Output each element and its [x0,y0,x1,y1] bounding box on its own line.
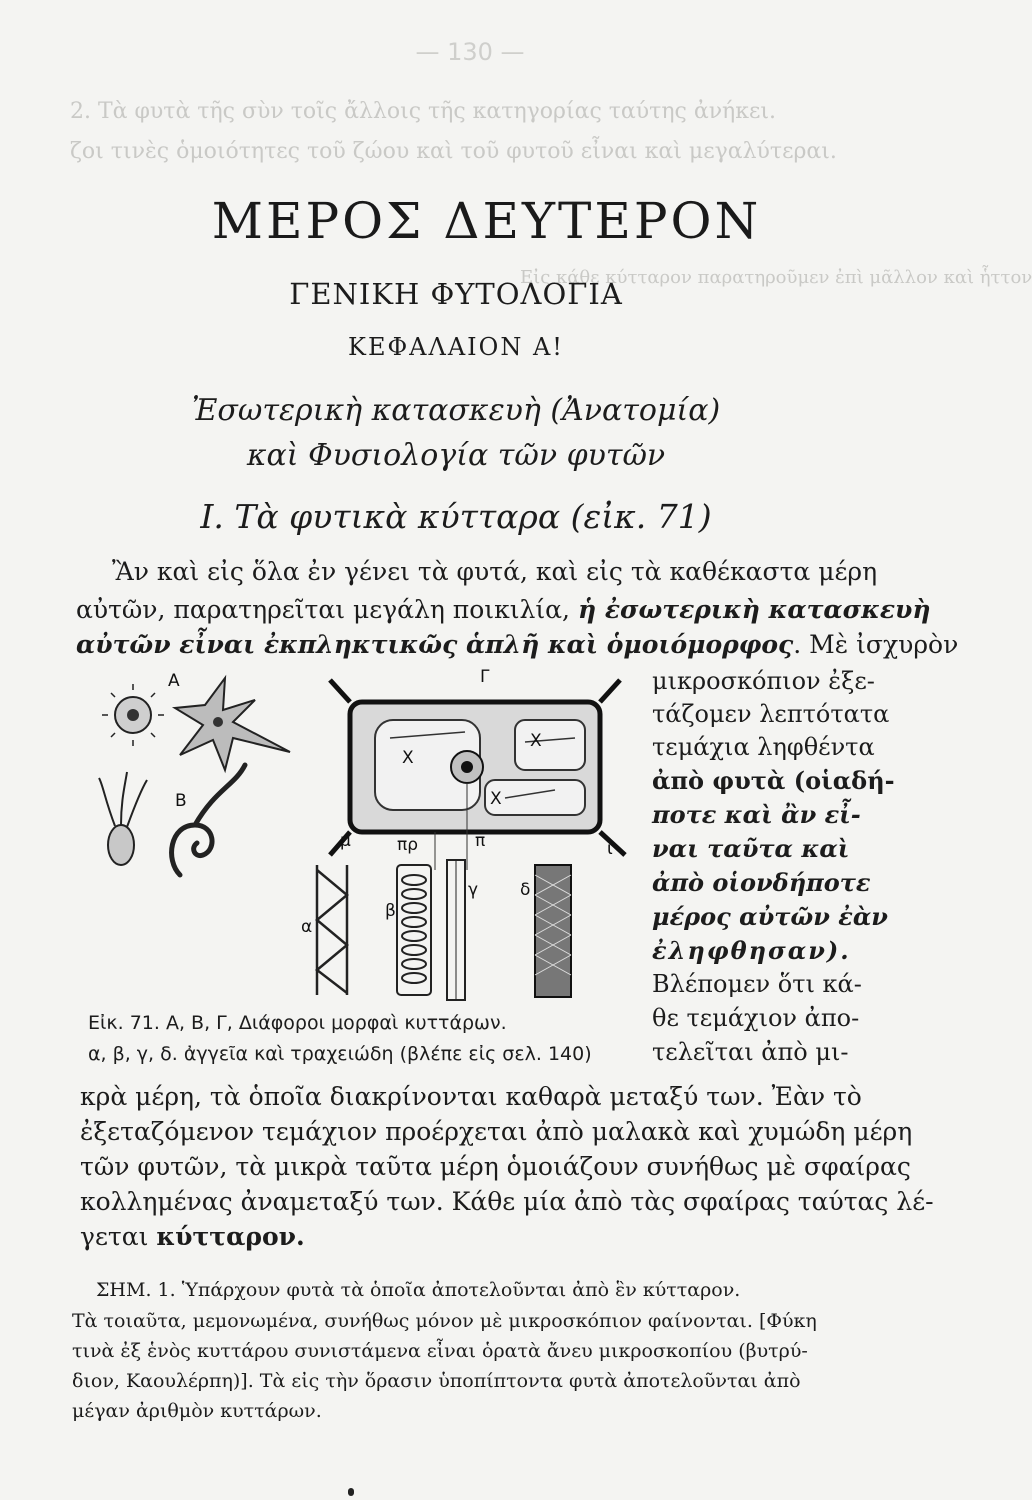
note-line-4: διον, Καουλέρπη)]. Τὰ εἰς τὴν ὅρασιν ὑποπίπτοντα φυτὰ ἀποτελοῦνται ἀπὸ [72,1370,801,1392]
paragraph-line-3-text: . Μὲ ἰσχυρὸν [793,630,959,659]
figure-label-G: Γ [480,667,490,687]
figure-71-cells [85,660,645,1020]
page-number: — 130 — [415,38,525,66]
side-line-5: ποτε καὶ ἂν εἶ- [652,800,861,829]
cell-star-shaped [175,678,290,770]
figure-label-B: Β [175,791,187,811]
section-title-line-1: Ἐσωτερικὴ κατασκευὴ (Ἀνατομία) [191,393,721,428]
figure-label-X3: Χ [490,789,502,809]
figure-label-X2: Χ [530,731,542,751]
side-line-12: τελεῖται ἀπὸ μι- [652,1038,849,1066]
figure-label-pr: πρ [397,835,419,855]
paragraph-emphasis-2: αὐτῶν εἶναι ἐκπληκτικῶς ἁπλῆ καὶ ὁμοιόμορφος [76,630,794,659]
section-title-line-2: καὶ Φυσιολογία τῶν φυτῶν [246,438,666,473]
figure-label-A: Α [168,671,180,691]
cell-worm-shaped [172,765,245,875]
paragraph-line-3 [76,630,958,659]
side-line-11: θε τεμάχιον ἀπο- [652,1004,860,1032]
paragraph-emphasis-1: ἡ ἐσωτερικὴ κατασκευὴ [577,595,931,624]
vessel-beta [397,865,431,995]
figure-label-beta: β [385,901,396,921]
side-line-8: μέρος αὐτῶν ἐὰν [652,902,888,931]
bleed-through-line-1: 2. Τὰ φυτὰ τῆς σὺν τοῖς ἄλλοις τῆς κατηγορίας ταύτης ἀνήκει. [70,99,777,124]
paragraph-line-2-text: αὐτῶν, παρατηρεῖται μεγάλη ποικιλία, [76,595,578,624]
paragraph-cont-line-4: κολλημένας ἀναμεταξύ των. Κάθε μία ἀπὸ τὰς σφαίρας ταύτας λέ- [80,1187,934,1216]
bleed-through-line-2: ζοι τινὲς ὁμοιότητες τοῦ ζώου καὶ τοῦ φυτοῦ εἶναι καὶ μεγαλύτεραι. [70,139,837,164]
side-line-10: Βλέπομεν ὅτι κά- [652,970,862,998]
vessel-gamma [447,860,465,1000]
side-line-7: ἀπὸ οἱονδήποτε [652,868,871,897]
paragraph-last-line-text: γεται [80,1222,157,1251]
bleed-through-line-3: Εἰς κάθε κύτταρον παρατηροῦμεν ἐπὶ μᾶλλον καὶ ἧττον [520,267,1032,288]
vessel-delta [535,865,571,997]
figure-label-X1: Χ [402,748,414,768]
term-kyttaron: κύτταρον. [156,1222,305,1251]
figure-label-gamma: γ [468,880,479,900]
side-line-6: ναι ταῦτα καὶ [652,834,850,863]
side-line-4: ἀπὸ φυτὰ (οἱαδή- [652,766,895,795]
paragraph-cont-line-2: ἐξεταζόμενον τεμάχιον προέρχεται ἀπὸ μαλακὰ καὶ χυμώδη μέρη [80,1117,913,1146]
figure-caption-line-1: Εἰκ. 71. Α, Β, Γ, Διάφοροι μορφαὶ κυττάρων. [88,1012,507,1034]
figure-label-iota: ι [607,839,613,859]
paragraph-line-2 [76,595,931,624]
paragraph-cont-line-3: τῶν φυτῶν, τὰ μικρὰ ταῦτα μέρη ὁμοιάζουν συνήθως μὲ σφαίρας [80,1152,911,1181]
section-heading: Ι. Τὰ φυτικὰ κύτταρα (εἰκ. 71) [200,497,712,536]
cell-round-spiky [102,684,164,746]
side-line-2: τάζομεν λεπτότατα [652,700,890,728]
figure-caption-line-2: α, β, γ, δ. ἀγγεῖα καὶ τραχειώδη (βλέπε εἰς σελ. 140) [88,1043,592,1065]
paragraph-last-line [80,1222,305,1251]
paragraph-cont-line-1: κρὰ μέρη, τὰ ὁποῖα διακρίνονται καθαρὰ μεταξύ των. Ἐὰν τὸ [80,1082,862,1111]
chapter-title: ΚΕΦΑΛΑΙΟΝ Α! [348,333,564,361]
vessel-alpha [317,865,347,995]
figure-label-pi: π [475,831,486,851]
figure-label-mu: μ [340,831,351,851]
cell-flagellate [99,772,147,865]
side-line-9: ἐληφθησαν). [652,936,851,965]
note-line-3: τινὰ ἐξ ἑνὸς κυττάρου συνιστάμενα εἶναι ὁρατὰ ἄνευ μικροσκοπίου (βυτρύ- [72,1340,808,1362]
subject-title: ΓΕΝΙΚΗ ΦΥΤΟΛΟΓΙΑ [289,277,623,311]
note-line-5: μέγαν ἀριθμὸν κυττάρων. [72,1400,322,1422]
figure-label-delta: δ [520,880,531,900]
paragraph-line-1: Ἂν καὶ εἰς ὅλα ἐν γένει τὰ φυτά, καὶ εἰς τὰ καθέκαστα μέρη [112,557,878,586]
side-line-1: μικροσκόπιον ἐξε- [652,667,875,695]
note-line-1: ΣΗΜ. 1. Ὑπάρχουν φυτὰ τὰ ὁποῖα ἀποτελοῦνται ἀπὸ ἓν κύτταρον. [96,1279,741,1301]
figure-label-alpha: α [301,917,313,937]
page-mark [348,1488,354,1496]
note-line-2: Τὰ τοιαῦτα, μεμονωμένα, συνήθως μόνον μὲ μικροσκόπιον φαίνονται. [Φύκη [72,1310,817,1332]
side-line-3: τεμάχια ληφθέντα [652,733,875,761]
part-title: ΜΕΡΟΣ ΔΕΥΤΕΡΟΝ [211,192,762,250]
